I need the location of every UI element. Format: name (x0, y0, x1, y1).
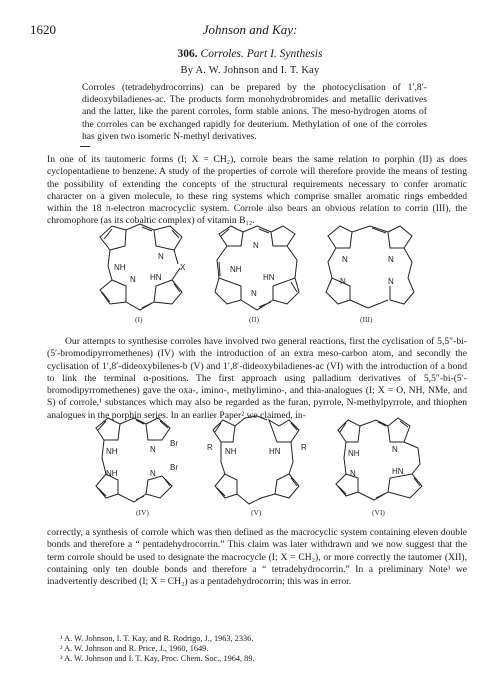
label-hn: HN (392, 467, 404, 476)
article-title-text: Corroles. Part I. Synthesis (200, 48, 323, 60)
label-n: N (158, 252, 164, 261)
label-n: N (340, 277, 346, 286)
label-n: N (251, 289, 257, 298)
caption-III: (III) (360, 315, 373, 324)
label-n: N (150, 469, 156, 478)
structure-II (205, 222, 310, 322)
label-nh: NH (230, 265, 242, 274)
structure-I (90, 222, 200, 322)
label-r: R (207, 443, 213, 452)
paragraph-3: correctly, a synthesis of corrole which was then defined as the macrocyclic system containing eleven double bonds and therefore a “ pentadehydrocorrin.” This claim was later withdrawn and we now suggest that the term corrole should be used to designate the macrocycle (I; X = CH₂), or more correctly the tautomer (XII), containing only ten double bonds and therefore a “ tetradehydrocorrin.” In a preliminary Note³ we inadvertently described (I; X = CH₂) as a pentadehydrocorrin; this was in error. (47, 527, 467, 588)
article-title (0, 48, 500, 60)
footnote-2: ² A. W. Johnson and R. Price, J., 1960, 1649. (60, 644, 209, 653)
label-n: N (388, 277, 394, 286)
page-header (30, 22, 470, 38)
label-n: N (342, 255, 348, 264)
caption-V: (V) (251, 508, 262, 517)
article-number: 306. (177, 48, 198, 60)
label-n: N (350, 469, 356, 478)
label-br: Br (170, 439, 178, 448)
footnote-3: ³ A. W. Johnson and I. T. Kay, Proc. Chem. Soc., 1964, 89. (60, 654, 255, 663)
structure-V (205, 412, 315, 517)
label-r: R (301, 443, 307, 452)
page-number: 1620 (30, 22, 56, 37)
caption-I: (I) (135, 315, 143, 324)
structure-VI (330, 412, 440, 517)
label-nh: NH (225, 447, 237, 456)
label-n: N (253, 241, 259, 250)
paragraph-2: Our attempts to synthesise corroles have involved two general reactions, first the cyclisation of 5,5″-bi-(5′-bromodipyrromethenes) (IV) with the introduction of an extra meso-carbon atom, and secondly the cyclisation of 1′,8′-dideoxybilenes-b (V) and 1′,8′-dideoxybiladienes-ac (VI) with the introduction of a bond to link the terminal α-positions. The first approach using palladium derivatives of 5,5″-bi-(5′-bromodipyrromethenes) gave the oxa-, imino-, methylimino-, and thia-analogues (I; X = O, NH, NMe, and S) of corrole,¹ substances which may also be regarded as the furan, pyrrole, N-methylpyrrole, and thiophen analogues in the porphin series. In an earlier Paper² we claimed, in- (47, 336, 467, 421)
abstract: Corroles (tetradehydrocorrins) can be prepared by the photocyclisation of 1′,8′-dideoxybiladienes-ac. The products form monohydrobromides and metallic derivatives and the latter, like the parent corroles, form stable anions. The meso-hydrogen atoms of the corroles can be exchanged rapidly for deuterium. Methylation of one of the corroles has given two isomeric N-methyl derivatives. (82, 82, 427, 142)
label-hn: HN (150, 273, 162, 282)
label-n: N (392, 445, 398, 454)
caption-IV: (IV) (136, 508, 149, 517)
label-br: Br (170, 463, 178, 472)
label-nh: NH (106, 469, 118, 478)
authors: By A. W. Johnson and I. T. Kay (180, 65, 320, 76)
label-n: N (130, 275, 136, 284)
abstract-rule (80, 146, 90, 147)
structure-III (318, 222, 423, 322)
label-n: N (150, 445, 156, 454)
label-nh: NH (106, 447, 118, 456)
label-x: X (180, 263, 186, 272)
label-nh: NH (348, 449, 360, 458)
label-hn: HN (269, 447, 281, 456)
running-title: Johnson and Kay: (202, 22, 298, 37)
caption-II: (II) (249, 315, 259, 324)
caption-VI: (VI) (372, 508, 385, 517)
footnote-1: ¹ A. W. Johnson, I. T. Kay, and R. Rodrigo, J., 1963, 2336. (60, 634, 254, 643)
structure-IV (88, 412, 208, 517)
label-hn: HN (263, 273, 275, 282)
label-n: N (388, 255, 394, 264)
label-nh: NH (114, 263, 126, 272)
paragraph-1: In one of its tautomeric forms (I; X = CH₂), corrole bears the same relation to porphin (II) as does cyclopentadiene to benzene. A study of the properties of corrole will therefore provide the means of testing the possibility of extending the concepts of the structural requirements necessary to confer aromatic character on a given molecule, to these ring systems which comprise smaller aromatic rings embedded within the 18 π-electron macrocyclic system. Corrole also bears an obvious relation to corrin (III), the chromophore (as its cobaltic complex) of vitamin B₁₂. (47, 154, 467, 227)
